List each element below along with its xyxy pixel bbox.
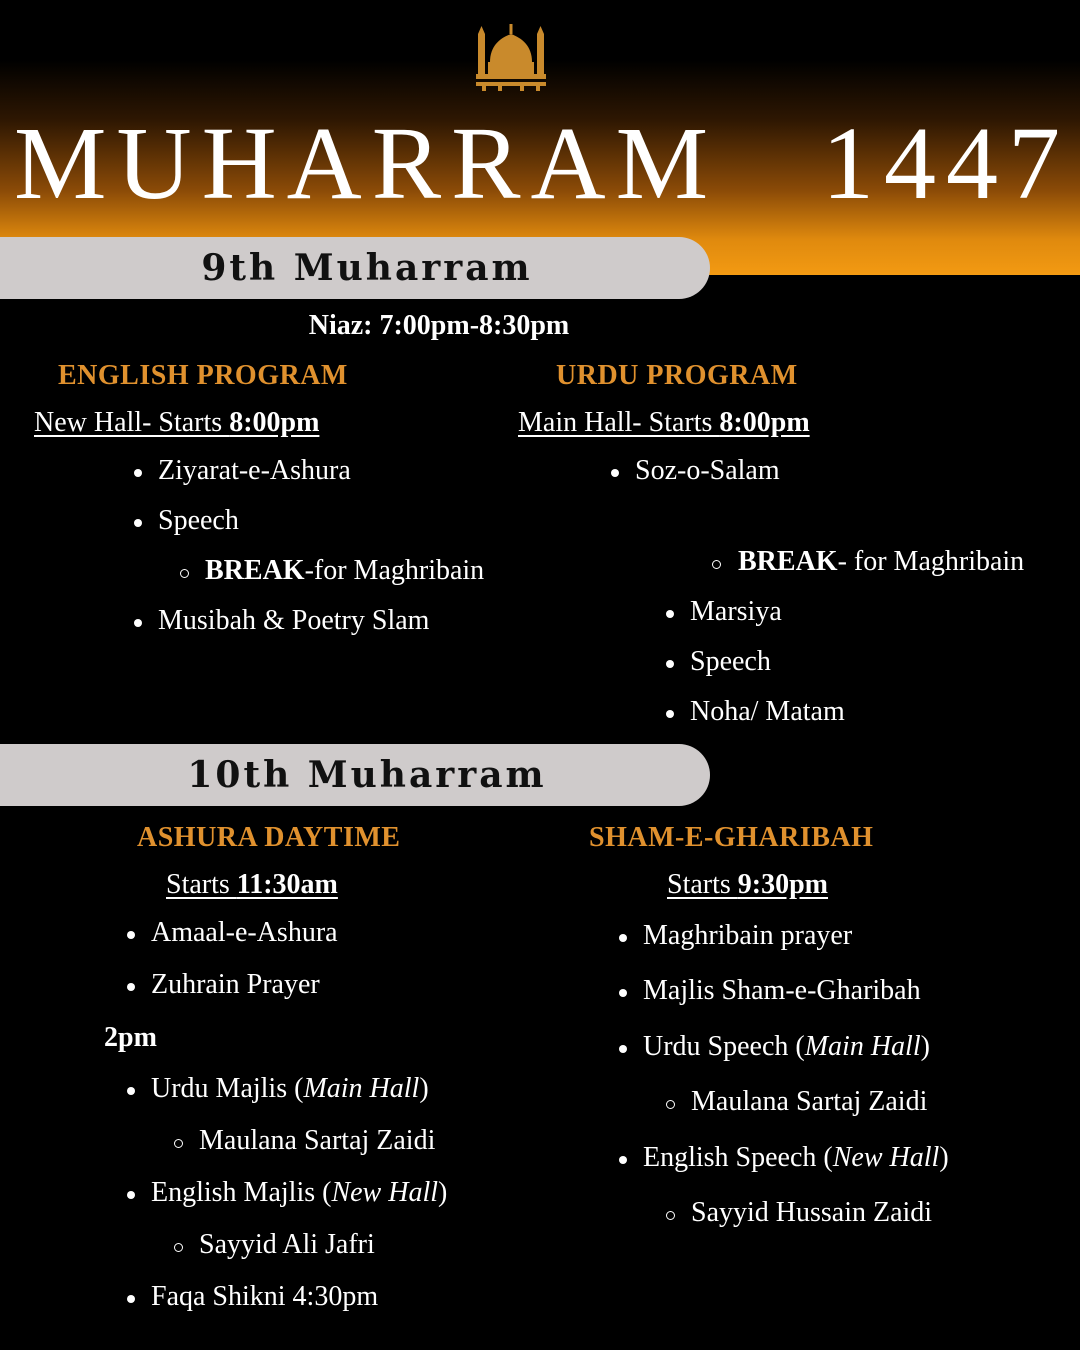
list-item: Musibah & Poetry Slam — [158, 605, 430, 636]
sub-bullet-icon — [666, 1211, 675, 1220]
list-item: Noha/ Matam — [690, 696, 845, 727]
urdu-program-heading: URDU PROGRAM — [556, 360, 798, 391]
bullet-icon — [619, 989, 627, 997]
sham-e-gharibah-heading: SHAM-E-GHARIBAH — [589, 822, 874, 853]
list-item: Marsiya — [690, 596, 782, 627]
page-title: MUHARRAM 1447 — [14, 106, 1070, 221]
urdu-program-venue: Main Hall- Starts 8:00pm — [518, 407, 810, 438]
ashura-time-2pm: 2pm — [104, 1022, 157, 1053]
niaz-time: Niaz: 7:00pm-8:30pm — [308, 310, 570, 341]
bullet-icon — [127, 1295, 135, 1303]
list-item: Maulana Sartaj Zaidi — [199, 1125, 436, 1156]
list-item: Majlis Sham-e-Gharibah — [643, 975, 921, 1006]
list-item: Urdu Majlis (Main Hall) — [151, 1073, 429, 1104]
english-program-heading: ENGLISH PROGRAM — [58, 360, 348, 391]
list-item: Soz-o-Salam — [635, 455, 780, 486]
list-item: English Speech (New Hall) — [643, 1142, 949, 1173]
bullet-icon — [619, 934, 627, 942]
bullet-icon — [134, 469, 142, 477]
bullet-icon — [619, 1045, 627, 1053]
bullet-icon — [666, 660, 674, 668]
sub-bullet-icon — [712, 560, 721, 569]
list-item: Maghribain prayer — [643, 920, 853, 951]
bullet-icon — [127, 1087, 135, 1095]
mosque-dome-icon — [474, 22, 548, 92]
list-item: Speech — [690, 646, 771, 677]
bullet-icon — [134, 519, 142, 527]
list-item: Zuhrain Prayer — [151, 969, 320, 1000]
list-item: Urdu Speech (Main Hall) — [643, 1031, 930, 1062]
sub-bullet-icon — [174, 1139, 183, 1148]
sub-bullet-icon — [666, 1100, 675, 1109]
sub-bullet-icon — [174, 1243, 183, 1252]
day10-banner: 10th Muharram — [0, 744, 710, 806]
list-item: BREAK- for Maghribain — [738, 546, 1025, 577]
bullet-icon — [666, 710, 674, 718]
ashura-daytime-heading: ASHURA DAYTIME — [137, 822, 401, 853]
english-program-venue: New Hall- Starts 8:00pm — [34, 407, 320, 438]
list-item: Amaal-e-Ashura — [151, 917, 338, 948]
list-item: Sayyid Hussain Zaidi — [691, 1197, 933, 1228]
list-item: Sayyid Ali Jafri — [199, 1229, 375, 1260]
list-item: English Majlis (New Hall) — [151, 1177, 448, 1208]
bullet-icon — [619, 1156, 627, 1164]
sub-bullet-icon — [180, 569, 189, 578]
bullet-icon — [127, 931, 135, 939]
bullet-icon — [127, 983, 135, 991]
bullet-icon — [666, 610, 674, 618]
list-item: Ziyarat-e-Ashura — [158, 455, 351, 486]
bullet-icon — [127, 1191, 135, 1199]
day9-banner: 9th Muharram — [0, 237, 710, 299]
list-item: Speech — [158, 505, 239, 536]
list-item: BREAK-for Maghribain — [205, 555, 485, 586]
ashura-start-time: Starts 11:30am — [166, 869, 338, 900]
list-item: Maulana Sartaj Zaidi — [691, 1086, 928, 1117]
bullet-icon — [611, 469, 619, 477]
list-item: Faqa Shikni 4:30pm — [151, 1281, 379, 1312]
bullet-icon — [134, 619, 142, 627]
sham-start-time: Starts 9:30pm — [667, 869, 829, 900]
